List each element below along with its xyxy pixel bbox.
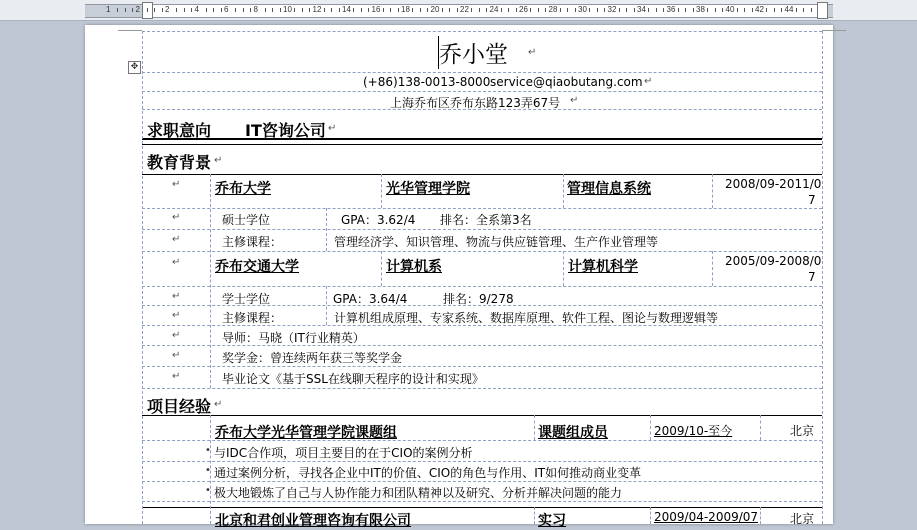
ruler-tick xyxy=(567,8,568,12)
paragraph-mark: ↵ xyxy=(528,47,537,58)
bullet-icon: • xyxy=(205,465,211,476)
ruler-tick xyxy=(206,8,207,12)
objective-value[interactable]: IT咨询公司 xyxy=(245,121,326,140)
section-title-education: 教育背景 xyxy=(147,153,212,172)
paragraph-mark: ↵ xyxy=(172,179,181,190)
table-border xyxy=(534,507,535,524)
ruler-number: 16 xyxy=(371,5,381,14)
ranking[interactable]: 排名：全系第3名 xyxy=(440,213,532,227)
table-border xyxy=(142,174,822,175)
ruler-tick xyxy=(368,8,369,12)
table-border xyxy=(534,415,535,440)
ruler-strip xyxy=(142,4,822,18)
table-border xyxy=(142,251,822,252)
ruler-number: 14 xyxy=(342,5,351,14)
ruler-tick xyxy=(339,8,340,12)
ruler-tick xyxy=(634,8,635,12)
ruler-tick xyxy=(685,8,686,12)
ruler-tick xyxy=(811,8,812,12)
ruler-number: 12 xyxy=(312,5,322,14)
home-address[interactable]: 上海乔布区乔布东路123弄67号 xyxy=(390,96,561,110)
table-move-handle-icon[interactable]: ✥ xyxy=(128,61,141,74)
major-name[interactable]: 管理信息系统 xyxy=(567,181,651,197)
ruler-number: 44 xyxy=(784,5,794,14)
courses-label: 主修课程： xyxy=(222,311,283,325)
table-border xyxy=(142,208,822,209)
ruler-tick xyxy=(398,8,399,12)
ruler-tick xyxy=(361,8,362,12)
college-name[interactable]: 光华管理学院 xyxy=(386,181,470,197)
project-city[interactable]: 北京 xyxy=(790,424,815,438)
ruler-left-margin xyxy=(85,4,142,18)
ruler-number: 40 xyxy=(725,5,735,14)
degree[interactable]: 硕士学位 xyxy=(222,213,271,227)
ruler-tick xyxy=(420,8,421,12)
school-name[interactable]: 乔布交通大学 xyxy=(215,259,299,275)
project-bullet[interactable]: 与IDC合作项，项目主要目的在于CIO的案例分析 xyxy=(214,446,473,460)
gpa[interactable]: GPA：3.62/4 xyxy=(341,213,416,227)
mentor[interactable]: 导师：马晓（IT行业精英） xyxy=(222,331,365,345)
study-period-end: 7 xyxy=(808,193,816,207)
project-period[interactable]: 2009/10-至今 xyxy=(654,424,733,438)
ruler-tick xyxy=(560,8,561,12)
ruler-tick xyxy=(302,8,303,12)
table-border xyxy=(142,388,822,389)
study-period[interactable]: 2005/09-2008/0 xyxy=(725,254,822,268)
paragraph-mark: ↵ xyxy=(214,399,223,410)
ruler-tick xyxy=(442,8,443,12)
ruler-tick xyxy=(457,8,458,12)
ruler-number: 18 xyxy=(401,5,410,14)
major-name[interactable]: 计算机科学 xyxy=(568,259,638,275)
ruler-tick xyxy=(656,8,657,12)
ruler-number: 22 xyxy=(460,5,469,14)
scholarship[interactable]: 奖学金：曾连续两年获三等奖学金 xyxy=(222,351,403,365)
phone-number[interactable]: (+86)138-0013-8000 xyxy=(363,75,491,89)
resume-name[interactable]: 乔小堂 xyxy=(439,42,508,68)
ruler-tick xyxy=(744,8,745,12)
crop-mark xyxy=(822,30,846,31)
ruler-number: 28 xyxy=(548,5,558,14)
ruler-tick xyxy=(766,8,767,12)
table-border xyxy=(650,507,651,524)
ruler-number: 30 xyxy=(578,5,587,14)
ruler-number: 8 xyxy=(253,5,258,14)
paragraph-mark: ↵ xyxy=(172,371,181,382)
table-border xyxy=(142,481,822,482)
ruler-tick xyxy=(331,8,332,12)
ruler-tick xyxy=(132,8,133,12)
courses-list[interactable]: 计算机组成原理、专家系统、数据库原理、软件工程、图论与数理逻辑等 xyxy=(334,311,719,325)
ranking[interactable]: 排名：9/278 xyxy=(443,292,514,306)
ruler-tick xyxy=(619,8,620,12)
ruler-number: 32 xyxy=(607,5,617,14)
college-name[interactable]: 计算机系 xyxy=(386,259,442,275)
ruler-tick xyxy=(589,8,590,12)
paragraph-mark: ↵ xyxy=(172,310,181,321)
school-name[interactable]: 乔布大学 xyxy=(215,181,271,197)
paragraph-mark: ↵ xyxy=(172,234,181,245)
ruler-number: 10 xyxy=(283,5,292,14)
ruler-number: 36 xyxy=(666,5,676,14)
ruler-tick xyxy=(693,8,694,12)
ruler-tick xyxy=(707,8,708,12)
ruler-tick xyxy=(530,8,531,12)
courses-label: 主修课程： xyxy=(222,235,283,249)
bullet-icon: • xyxy=(205,485,211,496)
ruler-tick xyxy=(309,8,310,12)
ruler-tick xyxy=(471,8,472,12)
ruler-tick xyxy=(545,8,546,12)
ruler-tick xyxy=(243,8,244,12)
table-border xyxy=(142,144,822,145)
bullet-icon: • xyxy=(205,445,211,456)
ruler-tick xyxy=(774,8,775,12)
ruler-number: 1 xyxy=(106,5,111,14)
ruler-tick xyxy=(324,8,325,12)
project-role[interactable]: 实习 xyxy=(538,513,566,529)
ruler-tick xyxy=(125,8,126,12)
courses-list[interactable]: 管理经济学、知识管理、物流与供应链管理、生产作业管理等 xyxy=(334,235,659,249)
ruler-tick xyxy=(648,8,649,12)
ruler-tick xyxy=(147,8,148,12)
ruler-tick xyxy=(427,8,428,12)
table-border xyxy=(142,91,822,92)
ruler-tick xyxy=(383,8,384,12)
paragraph-mark: ↵ xyxy=(570,95,579,106)
ruler-tick xyxy=(176,8,177,12)
ruler-tick xyxy=(280,8,281,12)
crop-mark xyxy=(118,30,142,31)
study-period-end: 7 xyxy=(808,270,816,284)
ruler-tick xyxy=(781,8,782,12)
paragraph-mark: ↵ xyxy=(644,76,653,87)
ruler-tick xyxy=(250,8,251,12)
ruler-number: 38 xyxy=(696,5,705,14)
table-border xyxy=(142,72,822,73)
ruler-number: 20 xyxy=(430,5,440,14)
table-border xyxy=(822,31,823,524)
email-address[interactable]: service@qiaobutang.com xyxy=(490,75,643,89)
ruler-tick xyxy=(154,8,155,12)
gpa[interactable]: GPA：3.64/4 xyxy=(333,292,408,306)
table-border xyxy=(142,138,822,140)
ruler-tick xyxy=(575,8,576,12)
ruler-tick xyxy=(272,8,273,12)
paragraph-mark: ↵ xyxy=(172,350,181,361)
ruler-tick xyxy=(162,8,163,12)
table-border xyxy=(650,415,651,440)
ruler-tick xyxy=(221,8,222,12)
section-title-projects: 项目经验 xyxy=(147,397,212,416)
table-border xyxy=(142,461,822,462)
ruler-number: 26 xyxy=(519,5,528,14)
table-border xyxy=(381,174,382,208)
table-border xyxy=(760,507,761,524)
project-city[interactable]: 北京 xyxy=(790,512,815,526)
ruler-tick xyxy=(184,8,185,12)
ruler-tick xyxy=(752,8,753,12)
table-border xyxy=(142,501,822,502)
ruler-tick xyxy=(737,8,738,12)
ruler-tick xyxy=(501,8,502,12)
ruler-number: 34 xyxy=(637,5,646,14)
ruler-tick xyxy=(678,8,679,12)
table-border xyxy=(210,174,211,388)
ruler-tick xyxy=(353,8,354,12)
project-organization[interactable]: 北京和君创业管理咨询有限公司 xyxy=(215,513,411,529)
project-bullet[interactable]: 通过案例分析，寻找各企业中IT的价值、CIO的角色与作用、IT如何推动商业变革 xyxy=(214,466,642,480)
paragraph-mark: ↵ xyxy=(172,212,181,223)
project-role[interactable]: 课题组成员 xyxy=(538,425,608,441)
table-border xyxy=(142,31,822,32)
table-border xyxy=(142,31,143,524)
ruler-tick xyxy=(486,8,487,12)
ruler-tick xyxy=(508,8,509,12)
paragraph-mark: ↵ xyxy=(172,257,181,268)
ruler-tick xyxy=(626,8,627,12)
ruler-number: 24 xyxy=(489,5,499,14)
ruler[interactable] xyxy=(0,0,917,21)
ruler-tick xyxy=(412,8,413,12)
ruler-tick xyxy=(479,8,480,12)
ruler-tick xyxy=(449,8,450,12)
ruler-tick xyxy=(722,8,723,12)
project-bullet[interactable]: 极大地锻炼了自己与人协作能力和团队精神以及研究、分析并解决问题的能力 xyxy=(214,486,623,500)
ruler-tick xyxy=(597,8,598,12)
ruler-tick xyxy=(265,8,266,12)
ruler-tick xyxy=(213,8,214,12)
table-border xyxy=(326,286,327,325)
ruler-tick xyxy=(538,8,539,12)
paragraph-mark: ↵ xyxy=(172,291,181,302)
degree[interactable]: 学士学位 xyxy=(222,292,271,306)
table-border xyxy=(563,251,564,286)
project-organization[interactable]: 乔布大学光华管理学院课题组 xyxy=(215,425,397,441)
table-border xyxy=(142,286,822,287)
ruler-number: 4 xyxy=(194,5,199,14)
study-period[interactable]: 2008/09-2011/0 xyxy=(725,177,822,191)
ruler-tick xyxy=(604,8,605,12)
table-border xyxy=(142,507,822,508)
ruler-tick xyxy=(803,8,804,12)
table-border xyxy=(142,366,822,367)
ruler-tick xyxy=(715,8,716,12)
ruler-tick xyxy=(390,8,391,12)
ruler-tick xyxy=(294,8,295,12)
ruler-tick xyxy=(235,8,236,12)
paragraph-mark: ↵ xyxy=(172,330,181,341)
ruler-tick xyxy=(516,8,517,12)
ruler-number: 42 xyxy=(755,5,764,14)
table-border xyxy=(142,229,822,230)
table-border xyxy=(712,174,713,208)
table-border xyxy=(142,415,822,416)
paragraph-mark: ↵ xyxy=(214,155,223,166)
table-border xyxy=(563,174,564,208)
ruler-tick xyxy=(796,8,797,12)
thesis[interactable]: 毕业论文《基于SSL在线聊天程序的设计和实现》 xyxy=(222,372,484,386)
objective-label: 求职意向 xyxy=(147,121,212,140)
ruler-number: 2 xyxy=(135,5,140,14)
right-indent-marker[interactable] xyxy=(817,2,828,19)
ruler-number: 2 xyxy=(165,5,170,14)
table-border xyxy=(760,415,761,440)
table-border xyxy=(381,251,382,286)
ruler-number: 6 xyxy=(224,5,229,14)
ruler-tick xyxy=(117,8,118,12)
ruler-tick xyxy=(663,8,664,12)
ruler-tick xyxy=(191,8,192,12)
project-period[interactable]: 2009/04-2009/07 xyxy=(654,510,759,524)
table-border xyxy=(326,208,327,251)
table-border xyxy=(712,251,713,286)
paragraph-mark: ↵ xyxy=(328,123,337,134)
